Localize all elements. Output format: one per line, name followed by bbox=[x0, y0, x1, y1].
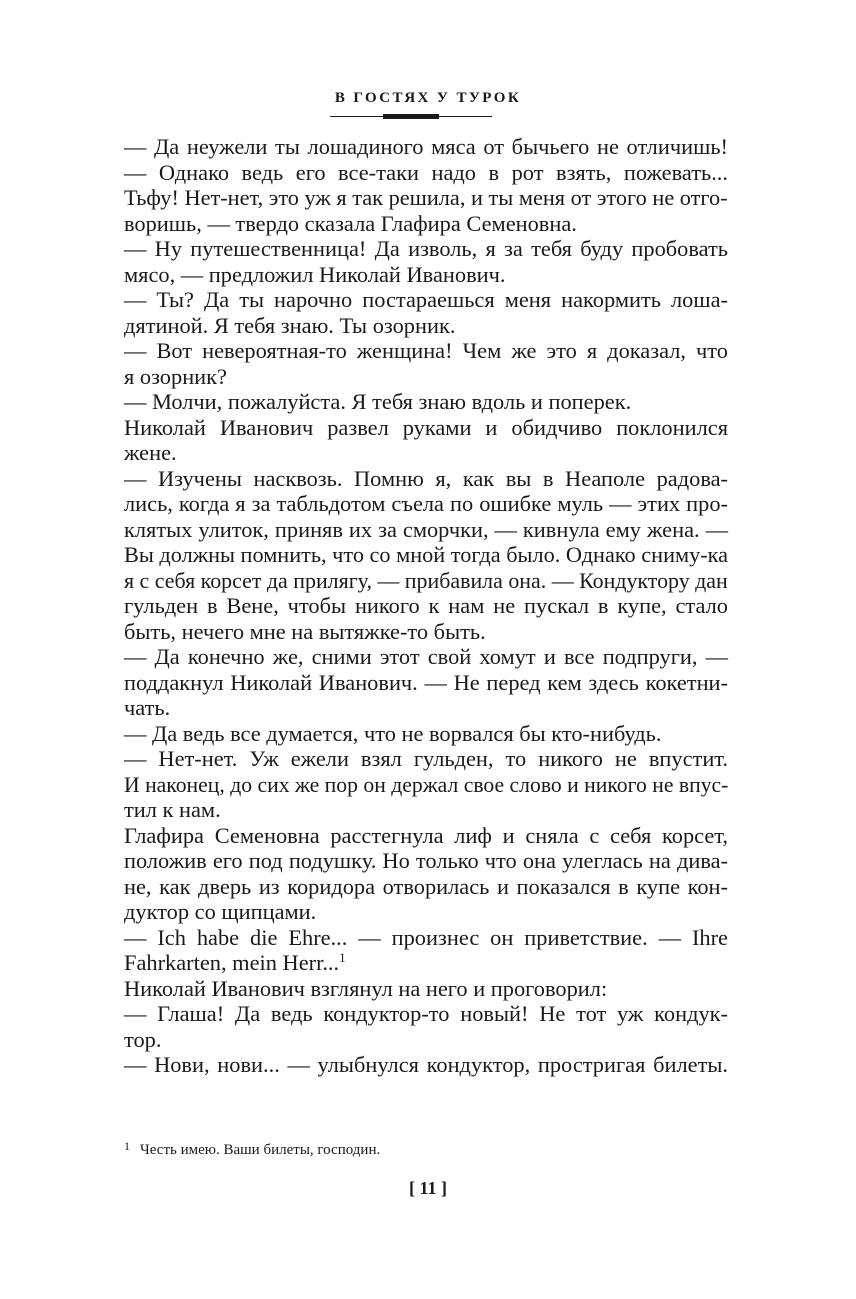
text-line bbox=[124, 1052, 728, 1078]
text-line bbox=[124, 848, 728, 874]
text-line-content: — Глаша! Да ведь кондуктор-то новый! Не тот уж кондук- bbox=[124, 1001, 728, 1026]
text-line bbox=[124, 517, 728, 543]
text-line bbox=[124, 1027, 728, 1053]
text-line bbox=[124, 415, 728, 441]
text-line-content: лись, когда я за табльдотом съела по ошибке муль — этих про- bbox=[124, 491, 728, 516]
text-line-content: дуктор со щипцами. bbox=[124, 899, 317, 924]
text-line-content: жене. bbox=[124, 440, 177, 465]
page-number: [ 11 ] bbox=[409, 1178, 447, 1198]
text-line-content: — Ну путешественница! Да изволь, я за тебя буду пробовать bbox=[124, 236, 728, 261]
text-line bbox=[124, 670, 728, 696]
text-line bbox=[124, 185, 726, 211]
text-line-content: — Молчи, пожалуйста. Я тебя знаю вдоль и поперек. bbox=[124, 389, 632, 414]
text-line bbox=[124, 134, 728, 160]
text-line bbox=[124, 466, 728, 492]
running-head: В ГОСТЯХ У ТУРОК bbox=[334, 90, 522, 106]
text-line bbox=[124, 236, 728, 262]
text-line-content: И наконец, до сих же пор он держал свое слово и никого не впус- bbox=[124, 771, 729, 797]
text-line bbox=[124, 567, 728, 594]
text-line bbox=[124, 211, 728, 237]
text-line-content: чать. bbox=[124, 695, 171, 720]
text-line-content: гульден в Вене, чтобы никого к нам не пускал в купе, стало bbox=[124, 593, 728, 618]
text-line-content: — Нови, нови... — улыбнулся кондуктор, простригая билеты. bbox=[124, 1052, 728, 1077]
text-line-content: — Да ведь все думается, что не ворвался бы кто-нибудь. bbox=[124, 720, 662, 746]
text-line bbox=[124, 874, 728, 900]
text-line-content: быть, нечего мне на вытяжке-то быть. bbox=[124, 618, 486, 644]
text-line-content: — Изучены насквозь. Помню я, как вы в Неаполе радова- bbox=[124, 465, 728, 491]
text-line-content: Fahrkarten, mein Herr... bbox=[124, 950, 340, 975]
body-text bbox=[124, 134, 728, 1078]
text-line-content: дятиной. Я тебя знаю. Ты озорник. bbox=[124, 312, 456, 338]
text-line-content: клятых улиток, приняв их за сморчки, — кивнула ему жена. — bbox=[124, 516, 728, 542]
text-line-content: Вы должны помнить, что со мной тогда было. Однако сниму-ка bbox=[124, 542, 729, 567]
text-line-content: — Да конечно же, сними этот свой хомут и все подпруги, — bbox=[124, 644, 728, 669]
text-line-content: — Да неужели ты лошадиного мяса от бычьего не отличишь! bbox=[124, 134, 728, 159]
text-line bbox=[124, 644, 728, 670]
text-line bbox=[124, 262, 728, 288]
text-line bbox=[124, 593, 728, 619]
running-head-rule-accent bbox=[383, 114, 439, 119]
text-line bbox=[124, 721, 728, 747]
footnote-text: Честь имею. Ваши билеты, господин. bbox=[140, 1142, 381, 1158]
text-line bbox=[124, 950, 728, 976]
text-line bbox=[124, 440, 728, 466]
text-line bbox=[124, 695, 728, 721]
text-line-content: я озорник? bbox=[124, 363, 227, 389]
text-line-content: — Ты? Да ты нарочно постараешься меня накормить лоша- bbox=[124, 287, 728, 312]
text-line bbox=[124, 976, 728, 1002]
text-line-content: не, как дверь из коридора отворилась и показался в купе кон- bbox=[124, 873, 728, 899]
text-line-content: Николай Иванович взглянул на него и проговорил: bbox=[124, 975, 608, 1001]
text-line bbox=[124, 389, 728, 415]
text-line-content: — Ich habe die Ehre... — произнес он приветствие. — Ihre bbox=[124, 924, 728, 950]
text-line-content: положив его под подушку. Но только что она улеглась на дива- bbox=[124, 848, 728, 873]
text-line bbox=[124, 746, 728, 772]
text-line-content: тил к нам. bbox=[124, 797, 221, 822]
text-line bbox=[124, 491, 728, 517]
text-line-content: мясо, — предложил Николай Иванович. bbox=[124, 261, 506, 287]
text-line-content: Николай Иванович развел руками и обидчиво поклонился bbox=[124, 414, 728, 440]
text-line bbox=[124, 823, 728, 849]
text-line-content: тор. bbox=[124, 1026, 162, 1052]
text-line bbox=[124, 364, 728, 390]
text-line bbox=[124, 160, 728, 186]
text-line-content: Глафира Семеновна расстегнула лиф и сняла с себя корсет, bbox=[124, 822, 728, 848]
text-line-content: — Нет-нет. Уж ежели взял гульден, то никого не впустит. bbox=[124, 746, 728, 771]
text-line bbox=[124, 771, 729, 798]
text-line-content: Тьфу! Нет-нет, это уж я так решила, и ты меня от этого не отго- bbox=[124, 185, 728, 210]
footnote-reference: 1 bbox=[339, 950, 346, 965]
text-line bbox=[124, 797, 728, 823]
footnote-mark: 1 bbox=[124, 1139, 130, 1153]
text-line bbox=[124, 619, 728, 645]
text-line bbox=[124, 287, 728, 313]
text-line bbox=[124, 542, 729, 568]
text-line bbox=[124, 1001, 728, 1027]
text-line-content: — Вот невероятная-то женщина! Чем же это я доказал, что bbox=[124, 338, 728, 363]
text-line bbox=[124, 338, 728, 364]
footnote bbox=[124, 1136, 728, 1160]
text-line-content: я с себя корсет да прилягу, — прибавила она. — Кондуктору дан bbox=[124, 567, 728, 593]
text-line bbox=[124, 313, 728, 339]
text-line bbox=[124, 925, 728, 951]
text-line bbox=[124, 899, 728, 925]
text-line-content: воришь, — твердо сказала Глафира Семеновна. bbox=[124, 210, 577, 236]
text-line-content: — Однако ведь его все-таки надо в рот взять, пожевать... bbox=[124, 159, 728, 185]
text-line-content: поддакнул Николай Иванович. — Не перед кем здесь кокетни- bbox=[124, 669, 728, 695]
